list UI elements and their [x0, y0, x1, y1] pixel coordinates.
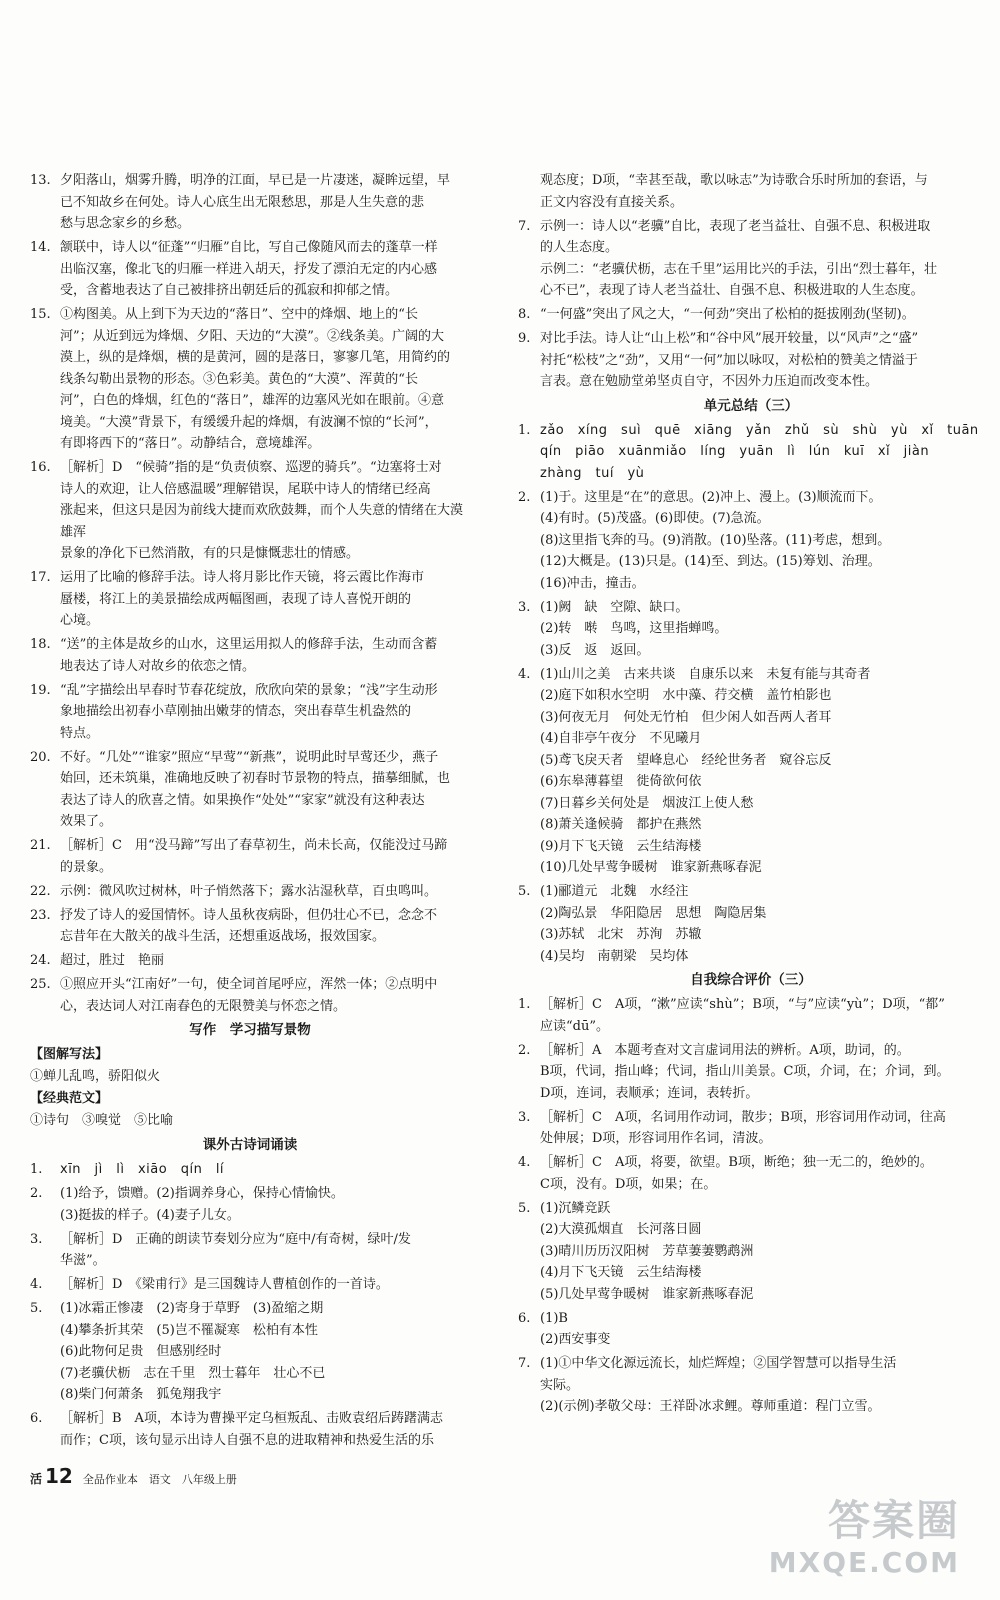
answer-item	[30, 1159, 470, 1181]
answer-line: 言表。意在勉励堂弟坚贞自守，不因外力压迫而改变本性。	[540, 374, 879, 389]
answer-line: 示例二：“老骥伏枥，志在千里”运用比兴的手法，引出“烈士暮年，壮	[540, 261, 937, 277]
answer-number: 6.	[30, 1411, 43, 1426]
answer-line: 受，含蓄地表达了自己被排挤出朝廷后的孤寂和抑郁之情。	[60, 283, 399, 298]
answer-line: (1)给予，馈赠。(2)指调养身心，保持心情愉快。	[60, 1186, 344, 1201]
answer-item	[518, 881, 984, 967]
answer-line: (3)何夜无月 何处无竹柏 但少闲人如吾两人者耳	[540, 709, 832, 725]
answer-line: (5)鸢飞戾天者 望峰息心 经纶世务者 窥谷忘反	[540, 752, 832, 768]
answer-number: 16.	[30, 460, 51, 475]
answer-text	[540, 216, 984, 302]
answer-line: (4)有时。(5)茂盛。(6)即使。(7)急流。	[540, 511, 770, 526]
answer-number: 13.	[30, 173, 51, 188]
answer-text	[60, 881, 470, 903]
answer-line: (7)老骥伏枥 志在千里 烈士暮年 壮心不已	[60, 1365, 326, 1381]
answer-line: (9)月下飞天镜 云生结海楼	[540, 838, 702, 854]
answer-line: “送”的主体是故乡的山水，这里运用拟人的修辞手法，生动而含蓄	[60, 637, 438, 652]
answer-line: 河”；从近到远为烽烟、夕阳、天边的“大漠”。②线条美。广阔的大	[60, 328, 444, 344]
answer-line: 示例：微风吹过树林，叶子悄然落下；露水沾湿秋草，百虫鸣叫。	[60, 883, 438, 899]
answer-line: (1)冰霜正惨凄 (2)寄身于草野 (3)盈缩之期	[60, 1301, 324, 1316]
answer-item	[30, 457, 470, 565]
answer-item	[30, 974, 470, 1017]
answer-number: 8.	[518, 307, 531, 322]
answer-line: (6)东皋薄暮望 徙倚欲何依	[540, 774, 702, 789]
answer-line: (4)攀条折其荣 (5)岂不罹凝寒 松柏有本性	[60, 1322, 318, 1338]
answer-line: 涨起来，但这只是因为前线大捷而欢欣鼓舞，而个人失意的情绪在大漠雄浑	[60, 503, 464, 540]
answer-number: 5.	[30, 1301, 43, 1316]
answer-number: 4.	[518, 666, 531, 682]
answer-item	[30, 881, 470, 903]
answer-text	[60, 974, 470, 1017]
answer-text	[60, 457, 470, 565]
answer-line: 处伸展；D项，形容词用作名词，清波。	[540, 1131, 772, 1146]
answer-item	[30, 1298, 470, 1406]
label-model-essay: 【经典范文】	[30, 1091, 109, 1106]
answer-item	[30, 835, 470, 878]
answer-line: ［解析］C 用“没马蹄”写出了春草初生，尚未长高，仅能没过马蹄	[60, 838, 448, 853]
answer-number: 9.	[518, 331, 531, 346]
answer-item	[518, 304, 984, 326]
watermark-url: MXQE.COM	[768, 1546, 960, 1579]
answer-line: qín piāo xuānmiǎo líng yuān lì lún kuī xǐ jiàn	[540, 444, 930, 459]
answer-line: (10)几处早莺争暖树 谁家新燕啄春泥	[540, 860, 762, 875]
answer-line: (1)沉鳞竞跃	[540, 1200, 611, 1216]
answer-line: (6)此物何足贵 但感别经时	[60, 1344, 222, 1359]
answer-text	[540, 881, 984, 967]
answer-number: 7.	[518, 1356, 531, 1371]
answer-item	[30, 237, 470, 302]
answer-text	[60, 1298, 470, 1406]
answer-item	[30, 304, 470, 455]
answer-item	[30, 634, 470, 677]
answer-number: 2.	[30, 1186, 43, 1201]
answer-number: 18.	[30, 637, 51, 652]
answer-line: (1)阙 缺 空隙、缺口。	[540, 599, 689, 615]
answer-line: 象地描绘出初春小草刚抽出嫩芽的情态，突出春草生机盎然的	[60, 704, 412, 719]
answer-text	[60, 905, 470, 948]
right-answers-a	[518, 170, 984, 393]
answer-text	[60, 1229, 470, 1272]
answer-text	[60, 680, 470, 745]
answer-number: 23.	[30, 907, 51, 923]
answer-text	[60, 1183, 470, 1226]
answer-line: 地表达了诗人对故乡的依恋之情。	[60, 658, 256, 674]
answer-line: B项，代词，指山峰；代词，指山川美景。C项，介词，在；介词，到。	[540, 1064, 950, 1079]
section-heading-self-evaluation: 自我综合评价（三）	[690, 972, 812, 988]
answer-text	[540, 487, 984, 595]
answer-text	[60, 304, 470, 455]
answer-item	[518, 420, 984, 485]
answer-line: 超过，胜过 艳丽	[60, 953, 165, 968]
left-answers-b	[30, 1159, 470, 1451]
answer-number: 14.	[30, 240, 51, 255]
answer-line: ①照应开头“江南好”一句，使全词首尾呼应，浑然一体；②点明中	[60, 977, 438, 992]
answer-line: zǎo xíng suì quē xiāng yǎn zhǔ sù shù yù xǐ tuān	[540, 422, 979, 438]
answer-number: 2.	[518, 1042, 531, 1058]
answer-line: ①构图美。从上到下为天边的“落日”、空中的烽烟、地上的“长	[60, 307, 418, 322]
answer-line: 应读“dū”。	[540, 1018, 609, 1034]
answer-line: (3)苏轼 北宋 苏洵 苏辙	[540, 927, 702, 942]
left-answers-a	[30, 170, 470, 1017]
answer-text	[540, 304, 984, 326]
right-column	[518, 170, 984, 1418]
answer-item	[518, 487, 984, 595]
answer-number: 1.	[518, 997, 531, 1012]
answer-text	[540, 1353, 984, 1418]
page-footer	[30, 1464, 237, 1488]
answer-line: 颔联中，诗人以“征蓬”“归雁”自比，写自己像随风而去的蓬草一样	[60, 240, 438, 255]
answer-number: 24.	[30, 953, 51, 968]
answer-line: “乱”字描绘出早春时节春花绽放，欣欣向荣的景象；“浅”字生动形	[60, 682, 438, 698]
answer-line: (4)吴均 南朝梁 吴均体	[540, 948, 689, 964]
answer-item	[30, 747, 470, 833]
answer-line: 出临汉塞，像北飞的归雁一样进入胡天，抒发了漂泊无定的内心感	[60, 261, 438, 277]
label-illustrated-method: 【图解写法】	[30, 1047, 109, 1062]
answer-number: 19.	[30, 682, 51, 698]
answer-line: ［解析］C A项，“漱”应读“shù”；B项，“与”应读“yù”；D项，“都”	[540, 997, 945, 1012]
answer-item	[518, 1308, 984, 1351]
answer-line: (5)几处早莺争暖树 谁家新燕啄春泥	[540, 1286, 754, 1302]
answer-text	[540, 1107, 984, 1150]
answer-line: 观态度；D项，“幸甚至哉，歌以咏志”为诗歌合乐时所加的套语，与	[540, 173, 928, 188]
answer-text	[60, 835, 470, 878]
answer-line: (2)西安事变	[540, 1332, 611, 1347]
answer-line: 心，表达词人对江南春色的无限赞美与怀恋之情。	[60, 998, 347, 1014]
answer-line: (3)挺拔的样子。(4)妻子儿女。	[60, 1207, 240, 1223]
answer-number	[518, 170, 540, 213]
answer-line: C项，没有。D项，如果；在。	[540, 1176, 717, 1192]
answer-line: ［解析］D 《梁甫行》是三国魏诗人曹植创作的一首诗。	[60, 1277, 389, 1292]
model-essay-answer: ①诗句 ③嗅觉 ⑤比喻	[30, 1113, 174, 1128]
answer-line: 蜃楼，将江上的美景描绘成两幅图画，表现了诗人喜悦开朗的	[60, 591, 412, 607]
answer-item	[518, 328, 984, 393]
answer-number: 4.	[518, 1155, 531, 1170]
answer-item	[518, 1198, 984, 1306]
answer-text	[60, 237, 470, 302]
answer-line: 心不已”，表现了诗人老当益壮、自强不息、积极进取的人生态度。	[540, 283, 924, 298]
answer-item	[518, 994, 984, 1037]
answer-line: 不好。“几处”“谁家”照应“早莺”“新燕”，说明此时早莺还少，燕子	[60, 749, 439, 765]
answer-line: ［解析］D “候骑”指的是“负责侦察、巡逻的骑兵”。“边塞将士对	[60, 460, 442, 475]
answer-line: 的景象。	[60, 859, 113, 875]
answer-number: 4.	[30, 1277, 43, 1292]
illustrated-method-answer: ①蝉儿乱鸣，骄阳似火	[30, 1069, 161, 1084]
answer-item	[30, 1183, 470, 1226]
answer-line: D项，连词，表顺承；连词，表转折。	[540, 1085, 759, 1101]
answer-line: (1)郦道元 北魏 水经注	[540, 884, 689, 899]
answer-item	[30, 680, 470, 745]
answer-line: 正文内容没有直接关系。	[540, 194, 684, 210]
answer-line: 有即将西下的“落日”。动静结合，意境雄浑。	[60, 436, 321, 451]
answer-line: 华滋”。	[60, 1253, 106, 1268]
answer-line: (1)山川之美 古来共谈 自康乐以来 未复有能与其奇者	[540, 666, 871, 682]
left-column	[30, 170, 470, 1451]
answer-text	[540, 328, 984, 393]
answer-item	[30, 170, 470, 235]
answer-line: 诗人的欢迎，让人倍感温暖”理解错误，尾联中诗人的情绪已经高	[60, 481, 431, 497]
answer-line: 始回，还未筑巢，准确地反映了初春时节景物的特点，描摹细腻，也	[60, 771, 451, 786]
answer-line: 已不知故乡在何处。诗人心底生出无限愁思，那是人生失意的悲	[60, 194, 425, 210]
answer-number: 3.	[518, 599, 531, 615]
answer-line: xīn jì lì xiāo qín lí	[60, 1162, 225, 1177]
section-heading-writing: 写作 学习描写景物	[189, 1022, 311, 1038]
answer-line: 示例一：诗人以“老骥”自比，表现了老当益壮、自强不息、积极进取	[540, 218, 931, 234]
answer-number: 1.	[518, 422, 531, 438]
answer-text	[540, 994, 984, 1037]
answer-number: 2.	[518, 489, 531, 505]
answer-line: (2)庭下如积水空明 水中藻、荇交横 盖竹柏影也	[540, 688, 832, 703]
page-number: 活 12	[30, 1464, 73, 1488]
answer-line: ［解析］A 本题考查对文言虚词用法的辨析。A项，助词，的。	[540, 1042, 910, 1058]
answer-line: (2)转 啭 鸟鸣，这里指蝉鸣。	[540, 621, 728, 636]
answer-line: (8)这里指飞奔的马。(9)消散。(10)坠落。(11)考虑，想到。	[540, 532, 891, 548]
book-title: 全品作业本 语文 八年级上册	[82, 1473, 237, 1486]
answer-line: 境美。“大漠”背景下，有缓缓升起的烽烟，有波澜不惊的“长河”，	[60, 414, 438, 430]
answer-line: 运用了比喻的修辞手法。诗人将月影比作天镜，将云霞比作海市	[60, 570, 425, 585]
answer-text	[540, 1198, 984, 1306]
answer-line: (2)大漠孤烟直 长河落日圆	[540, 1222, 702, 1237]
answer-item	[518, 597, 984, 662]
answer-number: 17.	[30, 570, 51, 585]
answer-item	[518, 1152, 984, 1195]
answer-line: (4)月下飞天镜 云生结海楼	[540, 1265, 702, 1280]
answer-number: 5.	[518, 884, 531, 899]
answer-text	[540, 170, 984, 213]
answer-text	[540, 1152, 984, 1195]
answer-line: 线条勾勒出景物的形态。③色彩美。黄色的“大漠”、浑黄的“长	[60, 371, 418, 387]
answer-line: (8)萧关逢候骑 都护在燕然	[540, 817, 702, 832]
answer-text	[60, 170, 470, 235]
answer-line: 愁与思念家乡的乡愁。	[60, 216, 191, 231]
answer-number: 1.	[30, 1162, 43, 1177]
section-heading-unit-summary: 单元总结（三）	[703, 397, 799, 414]
answer-number: 22.	[30, 883, 51, 899]
section-heading-extracurricular-poems: 课外古诗词诵读	[202, 1137, 298, 1153]
answer-line: 实际。	[540, 1377, 580, 1393]
answer-line: (7)日暮乡关何处是 烟波江上使人愁	[540, 795, 754, 811]
watermark-logo: 答案圈	[827, 1496, 960, 1545]
answer-line: ［解析］B A项，本诗为曹操平定乌桓叛乱、击败袁绍后踌躇满志	[60, 1411, 443, 1426]
answer-text	[60, 1159, 470, 1181]
answer-line: 夕阳落山，烟雾升腾，明净的江面，早已是一片凄迷，凝眸远望，早	[60, 173, 451, 188]
answer-item	[518, 1353, 984, 1418]
answer-item	[30, 1229, 470, 1272]
answer-text	[540, 1308, 984, 1351]
answer-line: 忘昔年在大散关的战斗生活，还想重返战场，报效国家。	[60, 929, 386, 944]
answer-line: 效果了。	[60, 814, 113, 829]
answer-text	[60, 567, 470, 632]
answer-item	[30, 905, 470, 948]
answer-line: (8)柴门何萧条 狐兔翔我宇	[60, 1387, 222, 1402]
answer-text	[60, 634, 470, 677]
answer-text	[60, 747, 470, 833]
answer-line: 的人生态度。	[540, 240, 619, 255]
answer-number: 5.	[518, 1200, 531, 1216]
answer-line: 河”，白色的烽烟，红色的“落日”，雄浑的边塞风光如在眼前。④意	[60, 393, 444, 408]
answer-line: 特点。	[60, 725, 100, 741]
answer-line: 景象的净化下已然消散，有的只是慷慨悲壮的情感。	[60, 546, 360, 561]
answer-number: 3.	[30, 1231, 43, 1247]
answer-line: (1)①中华文化源远流长，灿烂辉煌；②国学智慧可以指导生活	[540, 1356, 897, 1371]
answer-line: (1)于。这里是“在”的意思。(2)冲上、漫上。(3)顺流而下。	[540, 489, 882, 505]
answer-item	[30, 1274, 470, 1296]
answer-line: ［解析］D 正确的朗读节奏划分应为“庭中/有奇树，绿叶/发	[60, 1231, 411, 1247]
answer-line: (4)自非亭午夜分 不见曦月	[540, 731, 702, 746]
answer-line: 对比手法。诗人让“山上松”和“谷中风”展开较量，以“风声”之“盛”	[540, 331, 919, 346]
answer-line: (2)陶弘景 华阳隐居 思想 陶隐居集	[540, 905, 767, 921]
answer-item	[30, 567, 470, 632]
answer-number: 25.	[30, 977, 51, 992]
answer-line: (3)反 返 返回。	[540, 642, 650, 658]
answer-text	[540, 420, 984, 485]
answer-line: (12)大概是。(13)只是。(14)至、到达。(15)筹划、治理。	[540, 554, 881, 569]
answer-item	[518, 1107, 984, 1150]
answer-number: 3.	[518, 1109, 531, 1125]
answer-line: 抒发了诗人的爱国情怀。诗人虽秋夜病卧，但仍壮心不已，念念不	[60, 907, 438, 923]
answer-line: zhàng tuí yù	[540, 465, 645, 481]
answer-text	[60, 1408, 470, 1451]
answer-line: 心境。	[60, 613, 100, 628]
answer-line: 而作；C项，该句显示出诗人自强不息的进取精神和热爱生活的乐	[60, 1432, 434, 1448]
answer-number: 6.	[518, 1310, 531, 1326]
answer-item	[518, 1040, 984, 1105]
answer-item	[518, 216, 984, 302]
answer-line: ［解析］C A项，将要，欲望。B项，断绝；独一无二的，绝妙的。	[540, 1155, 933, 1170]
answer-item	[518, 170, 984, 213]
answer-number: 7.	[518, 218, 531, 234]
answer-text	[60, 950, 470, 972]
answer-item	[518, 664, 984, 879]
answer-number: 15.	[30, 307, 51, 322]
answer-text	[540, 597, 984, 662]
answer-line: “一何盛”突出了风之大，“一何劲”突出了松柏的挺拔刚劲(坚韧)。	[540, 307, 915, 322]
answer-text	[540, 664, 984, 879]
right-answers-b	[518, 420, 984, 968]
answer-line: 漠上，纵的是烽烟，横的是黄河，圆的是落日，寥寥几笔，用简约的	[60, 350, 451, 365]
answer-number: 21.	[30, 838, 51, 853]
answer-line: (2)(示例)孝敬父母：王祥卧冰求鲤。尊师重道：程门立雪。	[540, 1399, 881, 1414]
answer-line: 表达了诗人的欣喜之情。如果换作“处处”“家家”就没有这种表达	[60, 792, 425, 808]
answer-number: 20.	[30, 749, 51, 765]
answer-text	[60, 1274, 470, 1296]
answer-text	[540, 1040, 984, 1105]
answer-line: (1)B	[540, 1310, 568, 1326]
answer-item	[30, 1408, 470, 1451]
right-answers-c	[518, 994, 984, 1418]
answer-line: ［解析］C A项，名词用作动词，散步；B项，形容词用作动词，往高	[540, 1109, 946, 1125]
answer-item	[30, 950, 470, 972]
answer-line: (16)冲击，撞击。	[540, 575, 645, 591]
answer-line: (3)晴川历历汉阳树 芳草萋萋鹦鹉洲	[540, 1243, 754, 1259]
answer-line: 衬托“松枝”之“劲”，又用“一何”加以咏叹，对松柏的赞美之情溢于	[540, 352, 918, 368]
